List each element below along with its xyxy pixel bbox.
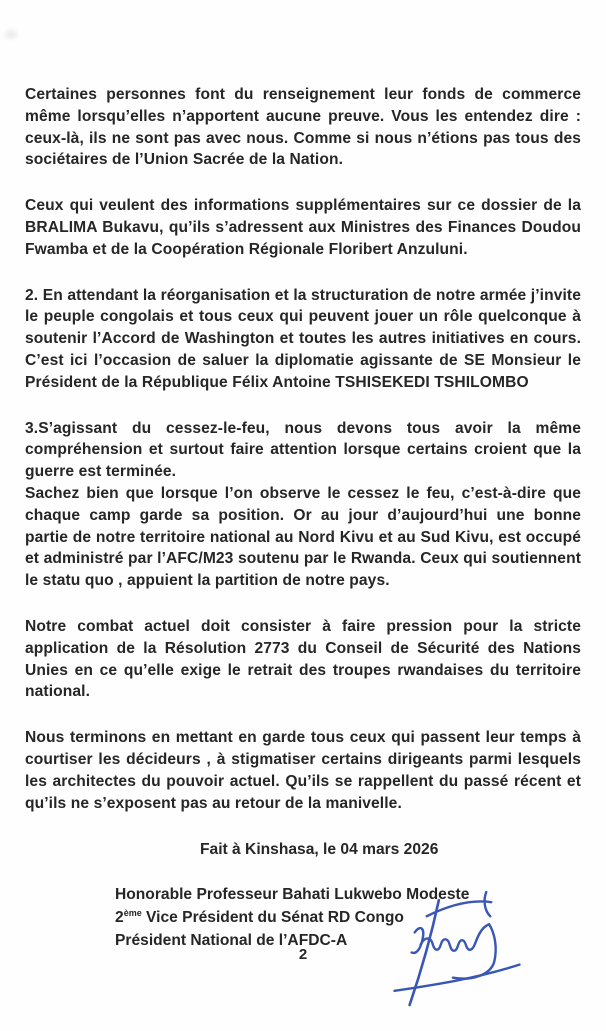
signatory-role: Président National de l’AFDC-A [115, 932, 348, 949]
paragraph-renseignement: Certaines personnes font du renseignement leur fonds de commerce même lorsqu’elles n’apportent aucune preuve. Vous les entendez dire : ceux-là, ils ne sont pas avec nous. Comme si nous n’étions pas tous des sociétaires de l’Union Sacrée de la Nation. [25, 86, 581, 169]
signature-stroke-hook [412, 928, 424, 953]
signatory-title-num: 2 [115, 909, 124, 926]
paragraph-2-armee: 2. En attendant la réorganisation et la structuration de notre armée j’invite le peuple congolais et tous ceux qui peuvent jouer un rôle quelconque à soutenir l’Accord de Washington et toutes les autres initiatives en cours. C’est ici l’occasion de saluer la diplomatie agissante de SE Monsieur le Président de la République Félix Antoine TSHISEKEDI TSHILOMBO [25, 286, 581, 391]
paragraph-bralima: Ceux qui veulent des informations supplémentaires sur ce dossier de la BRALIMA Bukavu, qu’ils s’adressent aux Ministres des Finances Doudou Fwamba et de la Coopération Régionale Floribert Anzuluni. [25, 197, 581, 258]
signatory-title-rest: Vice Président du Sénat RD Congo [141, 909, 404, 926]
signatory-title-sup: ème [123, 907, 142, 918]
paragraph-resolution-2773: Notre combat actuel doit consister à faire pression pour la stricte application de la Résolution 2773 du Conseil de Sécurité des Nations Unies en ce qu’elle exige le retrait des troupes rwandaises du territoire national. [25, 617, 581, 701]
document-body [25, 84, 581, 838]
paragraph-sachez-bien: Sachez bien que lorsque l’on observe le cessez le feu, c’est-à-dire que chaque camp garde sa position. Or au jour d’aujourd’hui une bonne partie de notre territoire national au Nord Kivu et au Sud Kivu, est occupé et administré par l’AFC/M23 soutenu par le Rwanda. Ceux qui soutiennent le statu quo , appuient la partition de notre pays. [25, 484, 581, 590]
signatory-name: Honorable Professeur Bahati Lukwebo Modeste [115, 886, 470, 903]
dateline: Fait à Kinshasa, le 04 mars 2026 [200, 841, 439, 858]
signature-ink [392, 884, 524, 1010]
signature-stroke-tcross [427, 892, 492, 916]
paragraph-3-cessez-le-feu: 3.S’agissant du cessez-le-feu, nous devons tous avoir la même compréhension et surtout faire attention lorsque certains croient que la guerre est terminée. [25, 419, 581, 481]
paragraph-mise-en-garde: Nous terminons en mettant en garde tous ceux qui passent leur temps à courtiser les décideurs , à stigmatiser certains dirigeants parmi lesquels les architectes du pouvoir actuel. Qu’ils se rappellent du passé récent et qu’ils ne s’exposent pas au retour de la manivelle. [25, 729, 581, 812]
scan-smudge [5, 30, 17, 39]
page-number: 2 [298, 946, 308, 963]
